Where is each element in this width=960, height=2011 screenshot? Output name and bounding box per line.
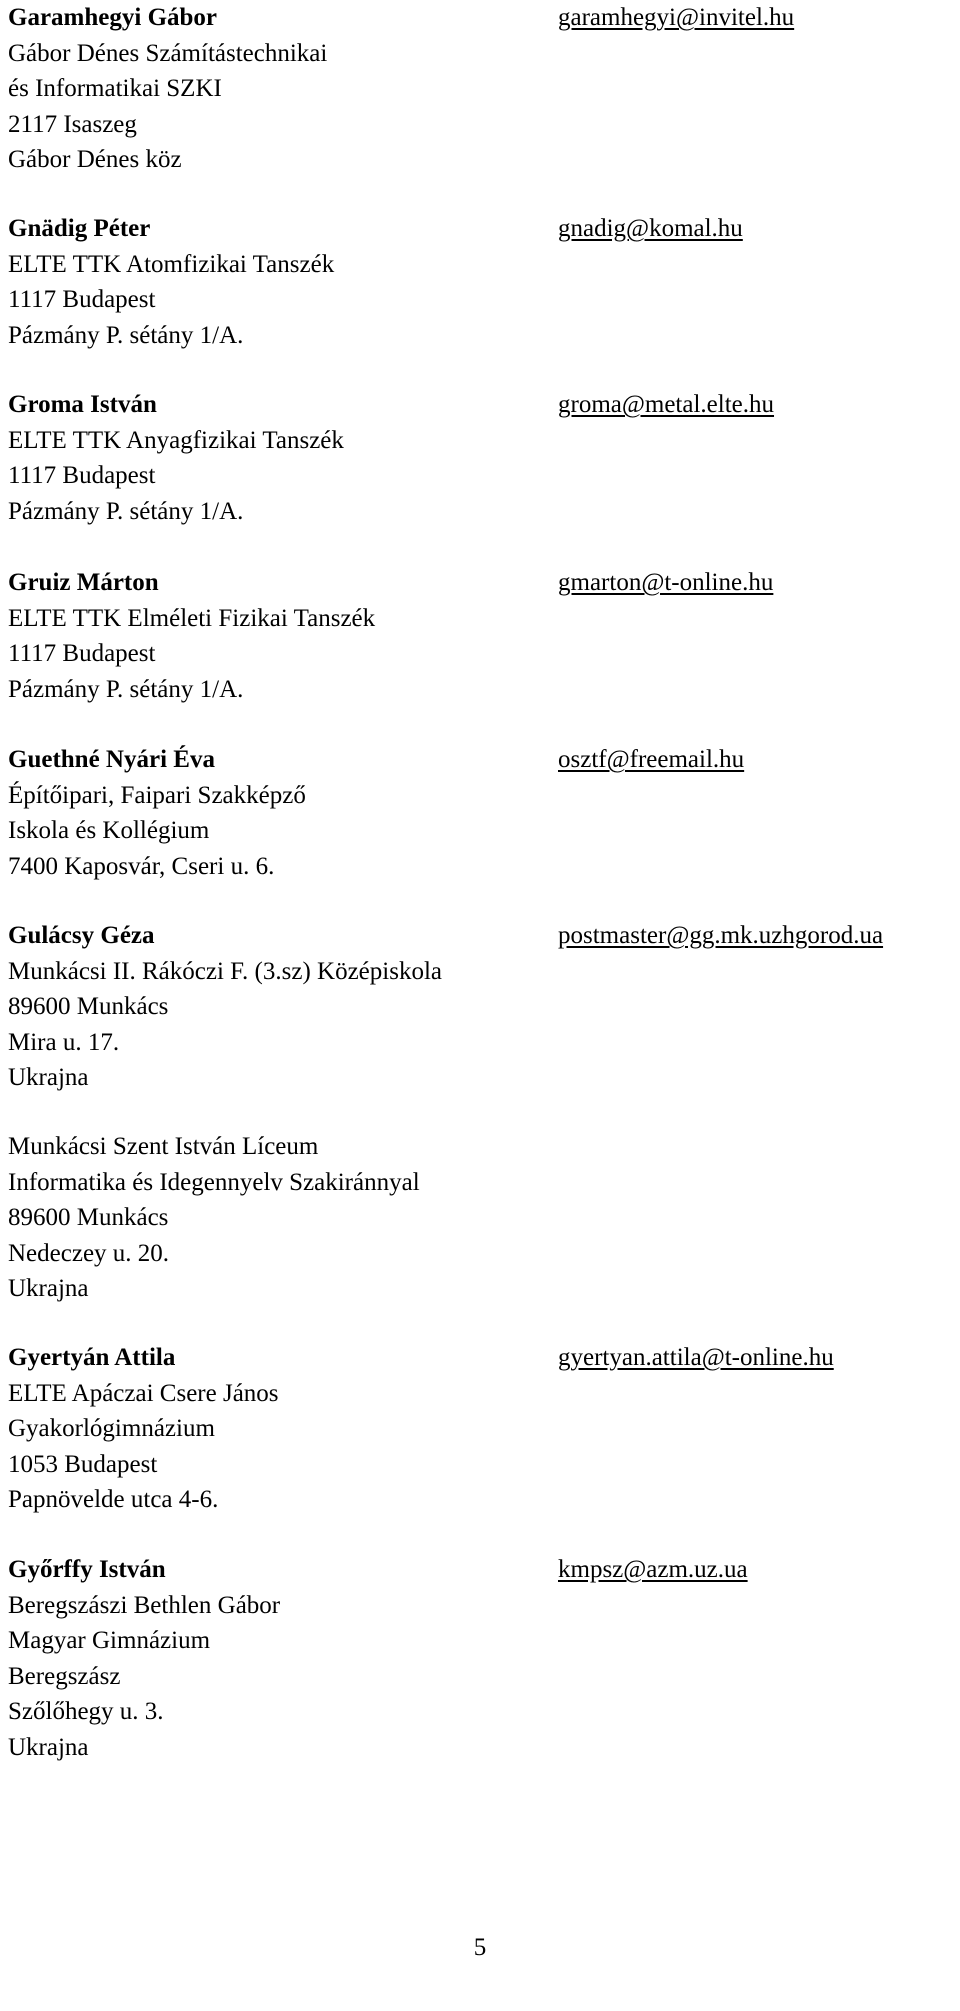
directory-entry: [8, 565, 548, 707]
directory-entry: [8, 387, 548, 529]
address-line: 89600 Munkács: [8, 1204, 169, 1231]
person-name: Groma István: [8, 391, 157, 418]
address-line: Szőlőhegy u. 3.: [8, 1698, 164, 1725]
address-line: Gábor Dénes köz: [8, 146, 182, 173]
email-link[interactable]: gnadig@komal.hu: [558, 215, 743, 242]
address-line: Gábor Dénes Számítástechnikai: [8, 39, 328, 67]
address-line: 7400 Kaposvár, Cseri u. 6.: [8, 852, 275, 880]
address-line: 1117 Budapest: [8, 286, 156, 313]
email-link[interactable]: osztf@freemail.hu: [558, 746, 745, 773]
address-line: 1053 Budapest: [8, 1450, 158, 1478]
address-line: Nedeczey u. 20.: [8, 1239, 170, 1267]
person-name: Gruiz Márton: [8, 569, 159, 596]
address-line: ELTE Apáczai Csere János: [8, 1379, 279, 1407]
email-link[interactable]: groma@metal.elte.hu: [558, 391, 775, 418]
directory-entry: [8, 1552, 548, 1765]
email-link[interactable]: gyertyan.attila@t-online.hu: [558, 1344, 834, 1371]
address-line: Ukrajna: [8, 1064, 89, 1091]
address-line: Mira u. 17.: [8, 1028, 120, 1056]
email-link[interactable]: postmaster@gg.mk.uzhgorod.ua: [558, 922, 884, 949]
email-link[interactable]: garamhegyi@invitel.hu: [558, 4, 795, 31]
directory-entry: [8, 211, 548, 353]
address-line: Informatika és Idegennyelv Szakiránnyal: [8, 1168, 420, 1196]
address-line: Beregszászi Bethlen Gábor: [8, 1591, 281, 1619]
person-name: Gulácsy Géza: [8, 922, 155, 949]
address-line: Építőipari, Faipari Szakképző: [8, 781, 306, 809]
address-line: Ukrajna: [8, 1733, 89, 1761]
directory-entry: [8, 918, 548, 1096]
address-line: 1117 Budapest: [8, 640, 156, 667]
address-line: Iskola és Kollégium: [8, 817, 210, 844]
address-line: Pázmány P. sétány 1/A.: [8, 321, 244, 349]
directory-entry: [8, 1129, 548, 1307]
address-line: Ukrajna: [8, 1275, 89, 1302]
address-line: Pázmány P. sétány 1/A.: [8, 497, 244, 525]
address-line: 89600 Munkács: [8, 993, 169, 1020]
address-line: 2117 Isaszeg: [8, 110, 137, 138]
person-name: Garamhegyi Gábor: [8, 4, 218, 31]
address-line: és Informatikai SZKI: [8, 75, 222, 102]
address-line: Munkácsi II. Rákóczi F. (3.sz) Középiskola: [8, 957, 442, 985]
person-name: Győrffy István: [8, 1556, 166, 1583]
page-number: 5: [473, 1934, 487, 1961]
address-line: Pázmány P. sétány 1/A.: [8, 675, 244, 703]
email-link[interactable]: kmpsz@azm.uz.ua: [558, 1556, 748, 1583]
person-name: Guethné Nyári Éva: [8, 746, 215, 773]
address-line: 1117 Budapest: [8, 462, 156, 489]
address-line: Munkácsi Szent István Líceum: [8, 1133, 319, 1160]
person-name: Gnädig Péter: [8, 215, 151, 242]
address-line: Magyar Gimnázium: [8, 1627, 211, 1654]
address-line: ELTE TTK Anyagfizikai Tanszék: [8, 426, 344, 454]
directory-entry: [8, 742, 548, 884]
directory-entry: [8, 0, 548, 178]
address-line: ELTE TTK Elméleti Fizikai Tanszék: [8, 604, 376, 632]
address-line: Beregszász: [8, 1662, 121, 1690]
directory-entry: [8, 1340, 548, 1518]
email-link[interactable]: gmarton@t-online.hu: [558, 569, 774, 596]
address-line: Gyakorlógimnázium: [8, 1415, 215, 1442]
address-line: ELTE TTK Atomfizikai Tanszék: [8, 250, 335, 278]
address-line: Papnövelde utca 4-6.: [8, 1486, 219, 1513]
person-name: Gyertyán Attila: [8, 1344, 176, 1371]
